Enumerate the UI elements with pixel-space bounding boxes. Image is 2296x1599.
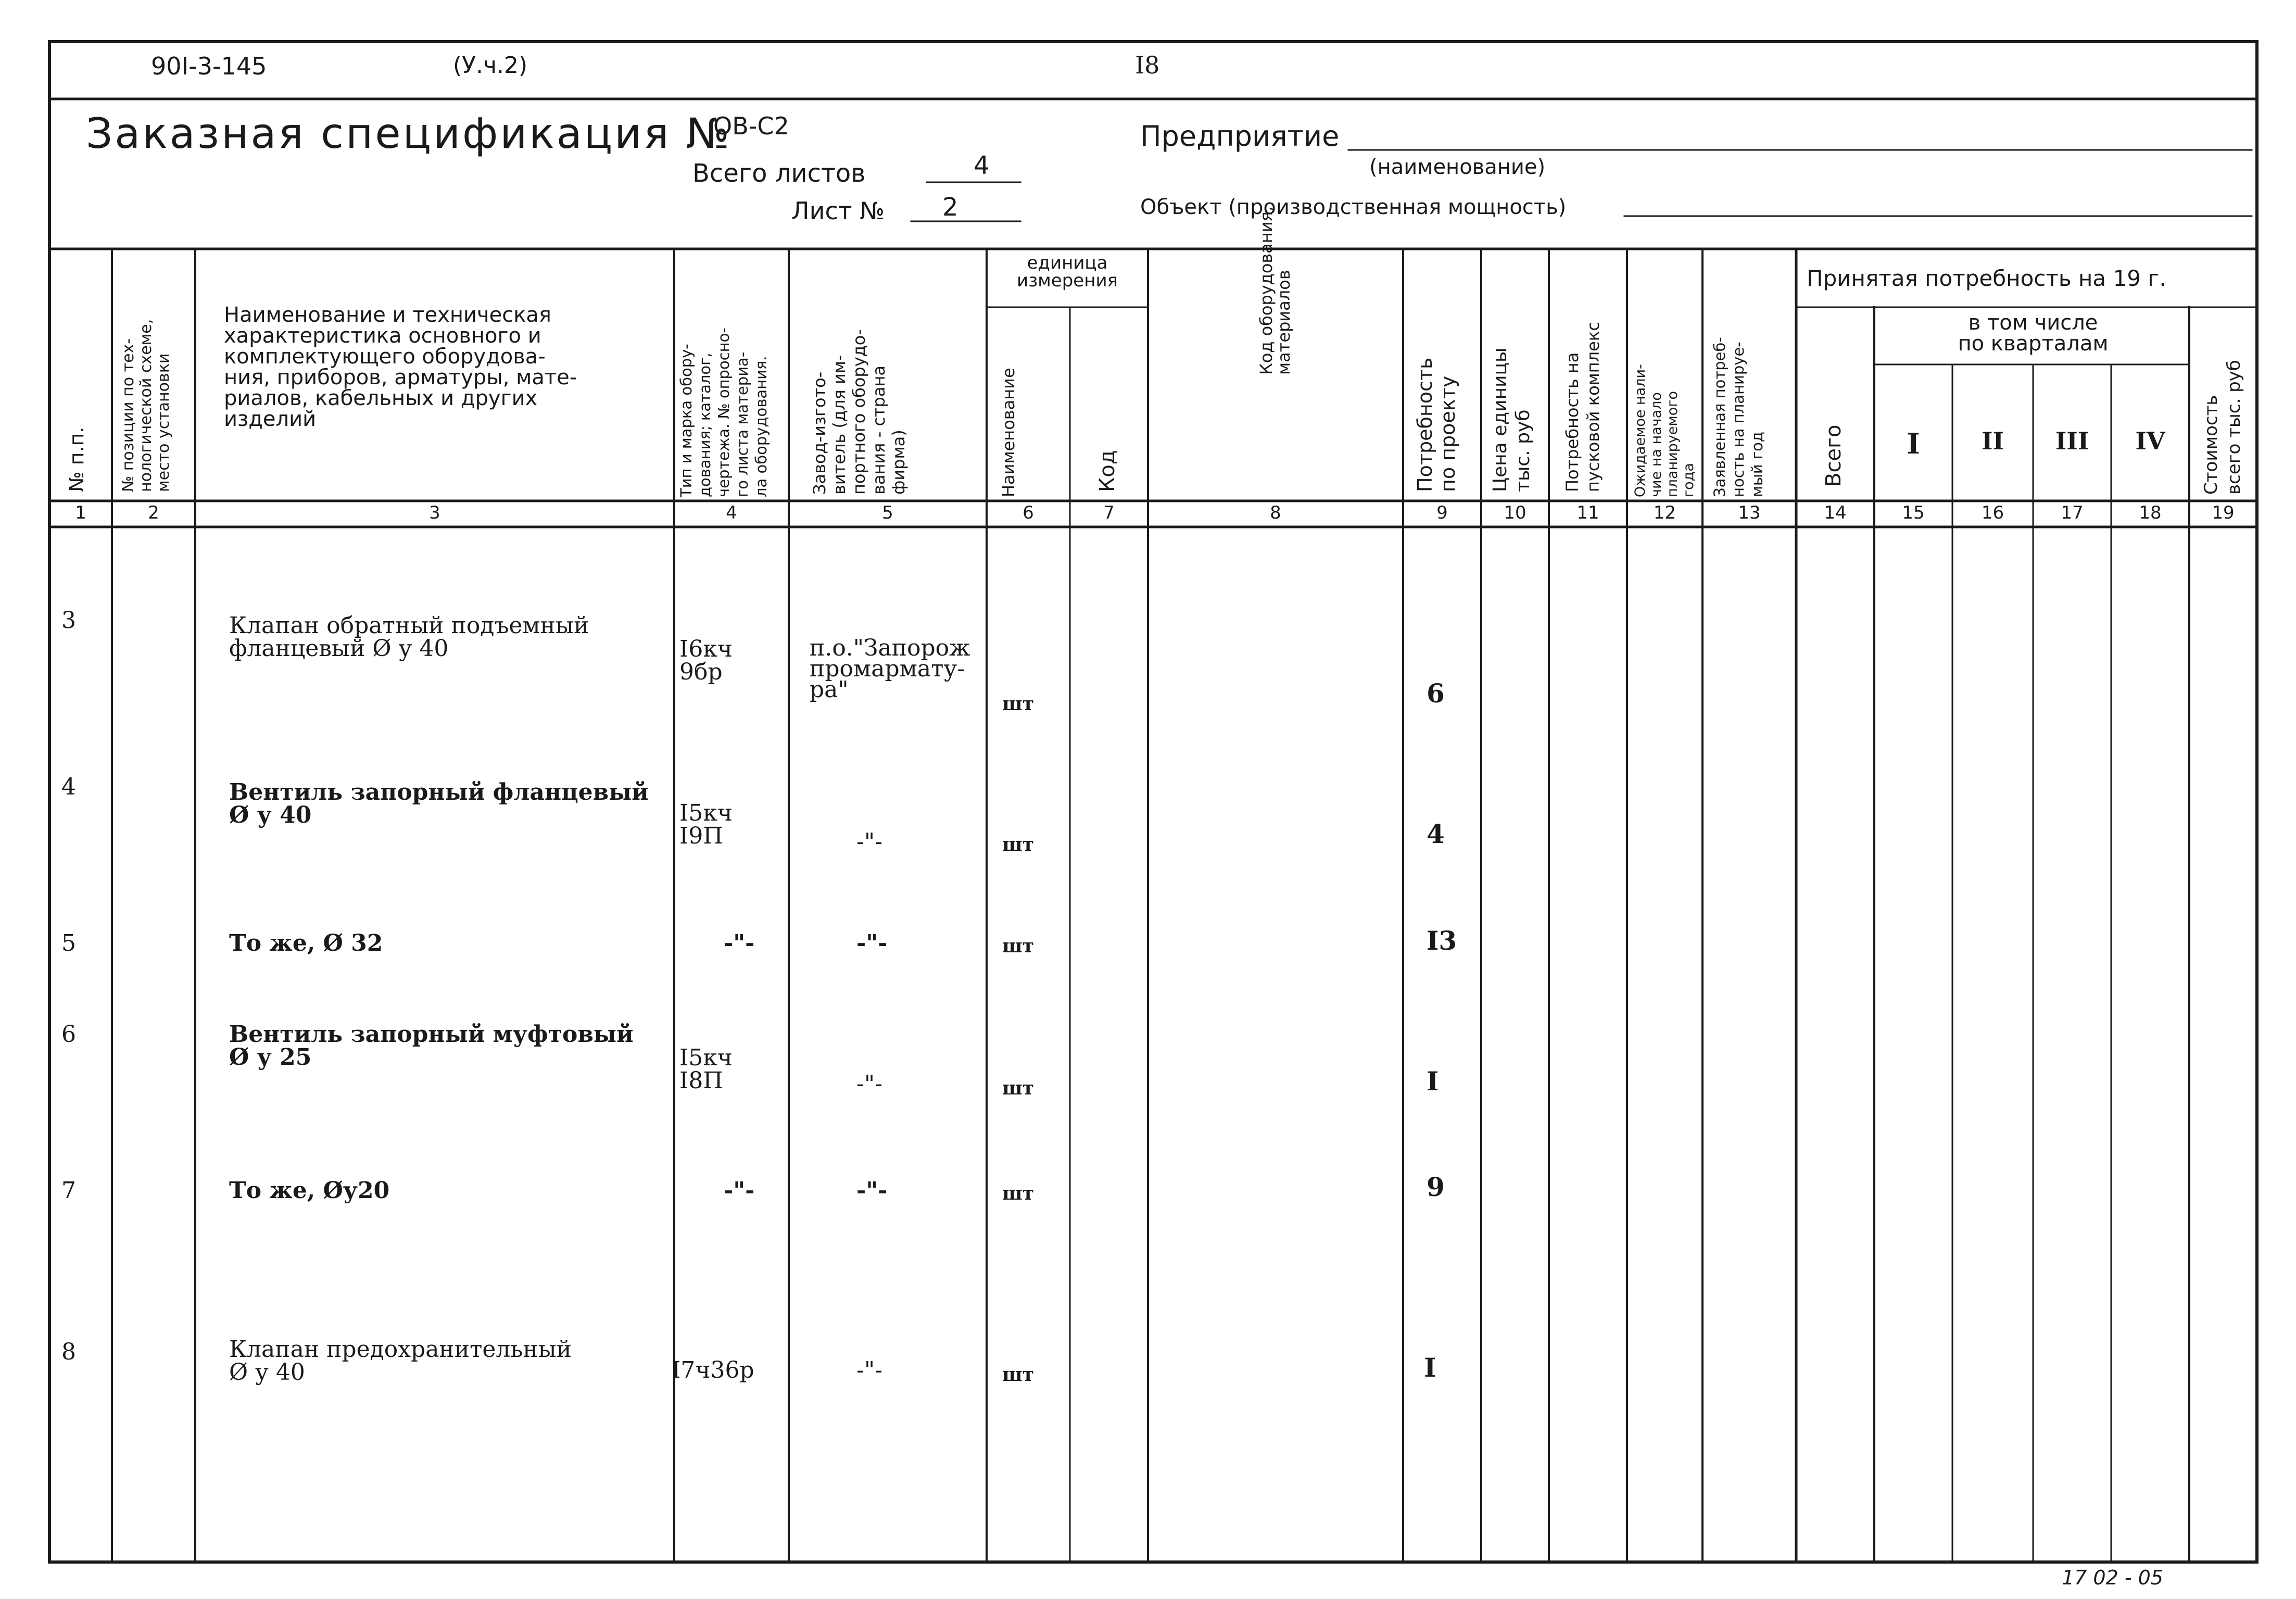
- header-manufacturer: Завод-изгото- витель (для им- портного оборудо- вания - страна фирма): [810, 329, 909, 495]
- header-unit-group: единица измерения: [1016, 253, 1118, 291]
- row-name: Вентиль запорный фланцевый Ø у 40: [229, 779, 649, 828]
- row-name: То же, Øу20: [229, 1177, 390, 1204]
- col-number-16: 16: [1981, 502, 2004, 523]
- col-number-15: 15: [1902, 502, 1925, 523]
- row-type: I5кч I9П: [679, 800, 733, 849]
- col-number-5: 5: [882, 502, 893, 523]
- col-number-7: 7: [1103, 502, 1115, 523]
- row-number: 3: [61, 607, 76, 634]
- row-unit: шт: [1002, 1182, 1034, 1204]
- header-position: № позиции по тех- нологической схеме, место установки: [119, 319, 173, 492]
- row-number: 7: [61, 1177, 76, 1204]
- object-label: Объект (производственная мощность): [1140, 195, 1567, 219]
- header-item-number: № п.п.: [65, 426, 88, 492]
- col-number-1: 1: [75, 502, 86, 523]
- row-unit: шт: [1002, 1364, 1034, 1386]
- row-maker: -"-: [856, 1357, 882, 1383]
- row-name: Клапан обратный подъемный фланцевый Ø у 40: [229, 612, 589, 662]
- footer-mark: 17 02 - 05: [2062, 1566, 2164, 1589]
- header-total: Всего: [1822, 424, 1846, 487]
- header-unit-name: Наименование: [999, 368, 1018, 497]
- row-maker: -"-: [856, 930, 888, 956]
- document-code: 90I-3-145: [151, 52, 267, 80]
- col-number-11: 11: [1576, 502, 1599, 523]
- total-sheets-label: Всего листов: [692, 159, 866, 188]
- row-maker: -"-: [856, 1177, 888, 1204]
- row-quantity: I: [1427, 1066, 1439, 1097]
- header-quarter-1: I: [1907, 427, 1920, 460]
- enterprise-hint: (наименование): [1369, 155, 1546, 179]
- header-unit-price: Цена единицы тыс. руб: [1490, 347, 1534, 492]
- row-name: То же, Ø 32: [229, 930, 383, 956]
- row-quantity: 6: [1427, 678, 1445, 709]
- document-part: (У.ч.2): [453, 52, 528, 79]
- row-number: 8: [61, 1339, 76, 1365]
- header-quarter-4: IV: [2135, 427, 2165, 455]
- row-quantity: I3: [1427, 925, 1457, 956]
- row-type: -"-: [724, 930, 755, 956]
- header-quarter-3: III: [2055, 427, 2089, 455]
- header-startup-need: Потребность на пусковой комплекс: [1562, 322, 1603, 492]
- row-maker: -"-: [856, 828, 882, 855]
- header-name: Наименование и техническая характеристика основного и комплектующего оборудова- ния, приборов, арматуры, мате- риалов, кабельных и других изделий: [224, 303, 577, 431]
- row-type: I6кч 9бр: [679, 636, 733, 685]
- row-maker: -"-: [856, 1071, 882, 1097]
- header-unit-code: Код: [1095, 450, 1119, 492]
- row-name: Клапан предохранительный Ø у 40: [229, 1336, 572, 1386]
- row-unit: шт: [1002, 693, 1034, 715]
- row-maker: п.о."Запорож промармату- ра": [810, 635, 970, 703]
- col-number-3: 3: [429, 502, 440, 523]
- sheet-number-value: 2: [942, 193, 958, 222]
- col-number-18: 18: [2139, 502, 2162, 523]
- row-unit: шт: [1002, 834, 1034, 855]
- header-type-brand: Тип и марка обору- дования; каталог, чертежа. № опросно- го листа материа- ла оборудования.: [677, 328, 770, 497]
- enterprise-label: Предприятие: [1140, 120, 1340, 153]
- col-number-14: 14: [1824, 502, 1847, 523]
- header-quarter-2: II: [1981, 427, 2004, 455]
- page-title: Заказная спецификация №: [86, 109, 731, 158]
- col-number-4: 4: [726, 502, 737, 523]
- row-number: 6: [61, 1021, 76, 1048]
- sheet-label: Лист №: [791, 197, 885, 225]
- col-number-12: 12: [1653, 502, 1676, 523]
- row-name: Вентиль запорный муфтовый Ø у 25: [229, 1021, 634, 1071]
- header-accepted-group: Принятая потребность на 19 г.: [1807, 266, 2166, 291]
- col-number-19: 19: [2212, 502, 2235, 523]
- spec-number: ОВ-С2: [713, 112, 789, 140]
- col-number-10: 10: [1504, 502, 1527, 523]
- header-declared-need: Заявленная потреб- ность на планируе- мый год: [1711, 337, 1766, 497]
- row-type: I7ч36р: [672, 1357, 754, 1383]
- header-equipment-code: Код оборудования, материалов: [1256, 206, 1294, 375]
- col-number-2: 2: [148, 502, 159, 523]
- page-number: I8: [1135, 51, 1160, 79]
- col-number-17: 17: [2061, 502, 2084, 523]
- row-unit: шт: [1002, 1077, 1034, 1099]
- row-quantity: 9: [1427, 1172, 1445, 1202]
- header-total-cost: Стоимость всего тыс. руб: [2201, 360, 2244, 495]
- col-number-13: 13: [1738, 502, 1761, 523]
- total-sheets-value: 4: [974, 151, 990, 180]
- header-quarters-group: в том числе по кварталам: [1958, 311, 2109, 356]
- row-type: -"-: [724, 1177, 755, 1204]
- row-type: I5кч I8П: [679, 1044, 733, 1094]
- row-quantity: 4: [1427, 819, 1445, 849]
- col-number-6: 6: [1023, 502, 1034, 523]
- col-number-9: 9: [1436, 502, 1448, 523]
- header-project-need: Потребность по проекту: [1414, 357, 1459, 492]
- header-expected-stock: Ожидаемое нали- чие на начало планируемого года: [1632, 364, 1697, 497]
- row-number: 5: [61, 930, 76, 956]
- row-unit: шт: [1002, 935, 1034, 957]
- col-number-8: 8: [1270, 502, 1281, 523]
- row-quantity: I: [1424, 1352, 1436, 1383]
- row-number: 4: [61, 774, 76, 800]
